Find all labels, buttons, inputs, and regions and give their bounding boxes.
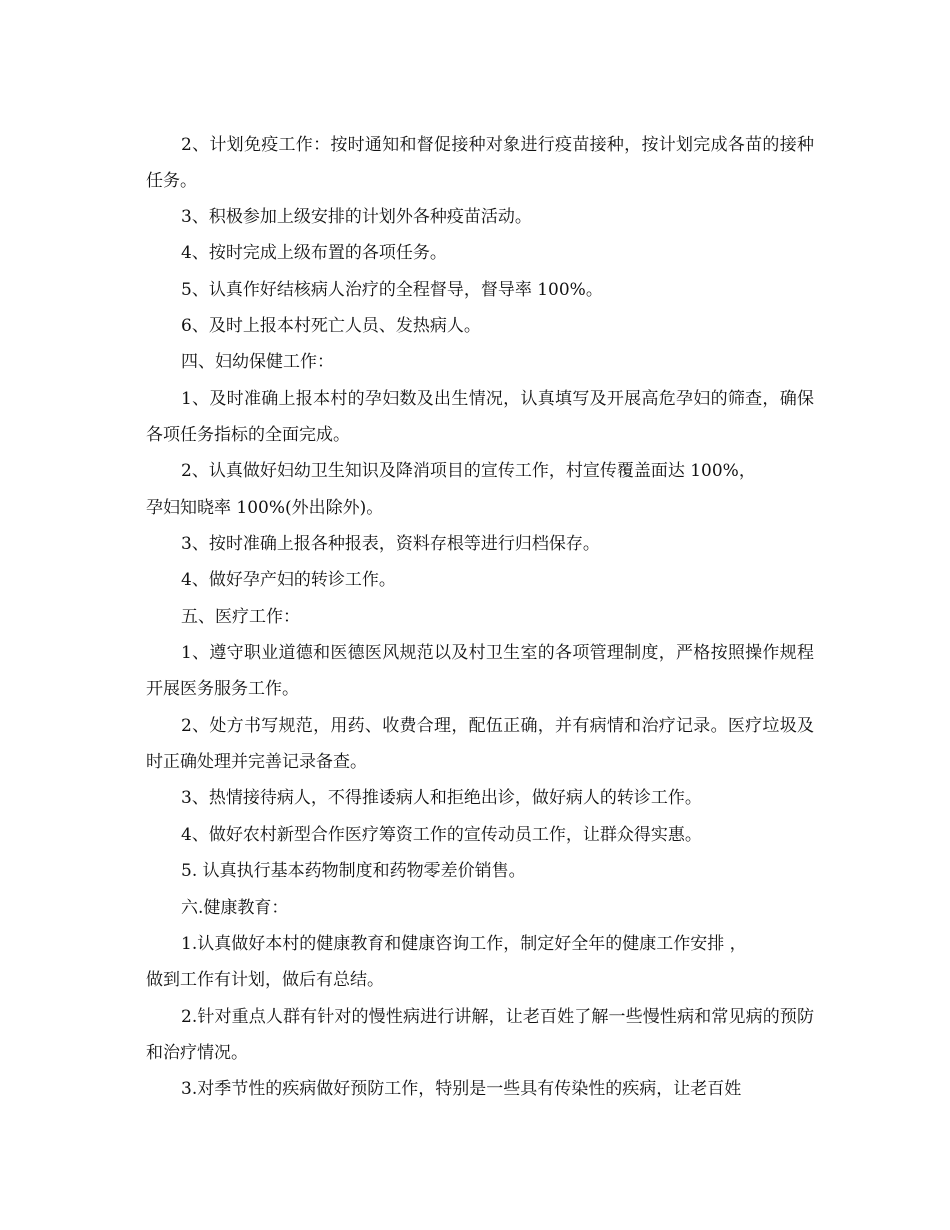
paragraph: 3.对季节性的疾病做好预防工作，特别是一些具有传染性的疾病，让老百姓: [181, 1079, 742, 1099]
section-heading: 四、妇幼保健工作：: [181, 352, 334, 372]
paragraph: 孕妇知晓率 100%(外出除外)。: [146, 498, 384, 518]
paragraph: 1、及时准确上报本村的孕妇数及出生情况，认真填写及开展高危孕妇的筛查，确保各项任务指标的全面完成。: [146, 389, 814, 445]
section-heading: 五、医疗工作：: [181, 607, 300, 627]
paragraph: 5. 认真执行基本药物制度和药物零差价销售。: [181, 861, 526, 881]
paragraph: 4、做好农村新型合作医疗筹资工作的宣传动员工作，让群众得实惠。: [181, 825, 702, 845]
paragraph: 6、及时上报本村死亡人员、发热病人。: [181, 316, 481, 336]
paragraph: 3、热情接待病人，不得推诿病人和拒绝出诊，做好病人的转诊工作。: [181, 788, 702, 808]
paragraph: 3、积极参加上级安排的计划外各种疫苗活动。: [181, 207, 532, 227]
paragraph: 2、计划免疫工作：按时通知和督促接种对象进行疫苗接种，按计划完成各苗的接种任务。: [146, 135, 814, 191]
paragraph: 4、做好孕产妇的转诊工作。: [181, 570, 396, 590]
paragraph: 4、按时完成上级布置的各项任务。: [181, 243, 447, 263]
paragraph: 5、认真作好结核病人治疗的全程督导，督导率 100%。: [181, 280, 603, 300]
paragraph: 3、按时准确上报各种报表，资料存根等进行归档保存。: [181, 534, 600, 554]
paragraph: 2、认真做好妇幼卫生知识及降消项目的宣传工作，村宣传覆盖面达 100%，: [181, 461, 756, 481]
paragraph: 1、遵守职业道德和医德医风规范以及村卫生室的各项管理制度，严格按照操作规程开展医务服务工作。: [146, 643, 814, 699]
section-heading: 六.健康教育：: [181, 898, 289, 918]
paragraph: 2.针对重点人群有针对的慢性病进行讲解，让老百姓了解一些慢性病和常见病的预防和治疗情况。: [146, 1007, 814, 1063]
paragraph: 做到工作有计划，做后有总结。: [146, 970, 384, 990]
paragraph: 1.认真做好本村的健康教育和健康咨询工作，制定好全年的健康工作安排 ，: [181, 934, 747, 954]
paragraph: 2、处方书写规范，用药、收费合理，配伍正确，并有病情和治疗记录。医疗垃圾及时正确处理并完善记录备查。: [146, 716, 814, 772]
